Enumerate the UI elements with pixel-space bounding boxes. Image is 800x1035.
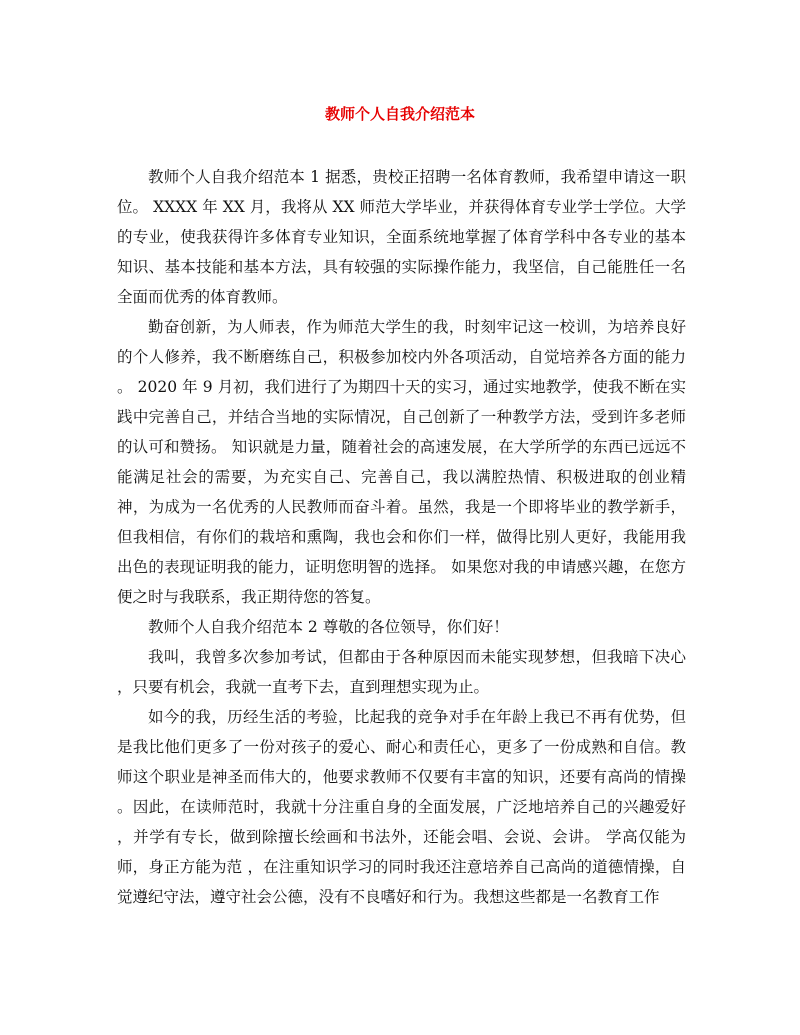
paragraph-3: 教师个人自我介绍范本 2 尊敬的各位领导，你们好！: [148, 618, 509, 636]
paragraph-4: 我叫，我曾多次参加考试，但都由于各种原因而未能实现梦想，但我暗下决心 ，只要有机会，我就一直考下去，直到理想实现为止。: [117, 648, 686, 696]
paragraph-1: 教师个人自我介绍范本 1 据悉，贵校正招聘一名体育教师，我希望申请这一职位。 XXXX 年 XX 月，我将从 XX 师范大学毕业，并获得体育专业学士学位。大学的专业，使我获得许多体育专业知识，全面系统地掌握了体育学科中各专业的基本知识、基本技能和基本方法，具有较强的实际操作能力，我坚信，自己能胜任一名全面而优秀的体育教师。: [117, 168, 686, 306]
paragraph-2: 勤奋创新，为人师表，作为师范大学生的我，时刻牢记这一校训，为培养良好的个人修养，我不断磨练自己，积极参加校内外各项活动，自觉培养各方面的能力 。 2020 年 9 月初，我们进行了为期四十天的实习，通过实地教学，使我不断在实践中完善自己，并结合当地的实际情况，自己创新了一种教学方法，受到许多老师的认可和赞扬。 知识就是力量，随着社会的高速发展，在大学所学的东西已远远不能满足社会的需要，为充实自己、完善自己，我以满腔热情、积极进取的创业精神，为成为一名优秀的人民教师而奋斗着。虽然，我是一个即将毕业的教学新手，但我相信，有你们的栽培和熏陶，我也会和你们一样，做得比别人更好，我能用我出色的表现证明我的能力，证明您明智的选择。 如果您对我的申请感兴趣，在您方便之时与我联系，我正期待您的答复。: [117, 318, 686, 606]
paragraph-5: 如今的我，历经生活的考验，比起我的竞争对手在年龄上我已不再有优势，但是我比他们更多了一份对孩子的爱心、耐心和责任心，更多了一份成熟和自信。教师这个职业是神圣而伟大的，他要求教师不仅要有丰富的知识，还要有高尚的情操 。因此，在读师范时，我就十分注重自身的全面发展，广泛地培养自己的兴趣爱好 ，并学有专长，做到除擅长绘画和书法外，还能会唱、会说、会讲。 学高仅能为师，身正方能为范 ，在注重知识学习的同时我还注意培养自己高尚的道德情操，自觉遵纪守法，遵守社会公德，没有不良嗜好和行为。我想这些都是一名教育工作: [117, 708, 686, 906]
document-body: [117, 162, 686, 912]
document-title: 教师个人自我介绍范本: [324, 105, 475, 123]
